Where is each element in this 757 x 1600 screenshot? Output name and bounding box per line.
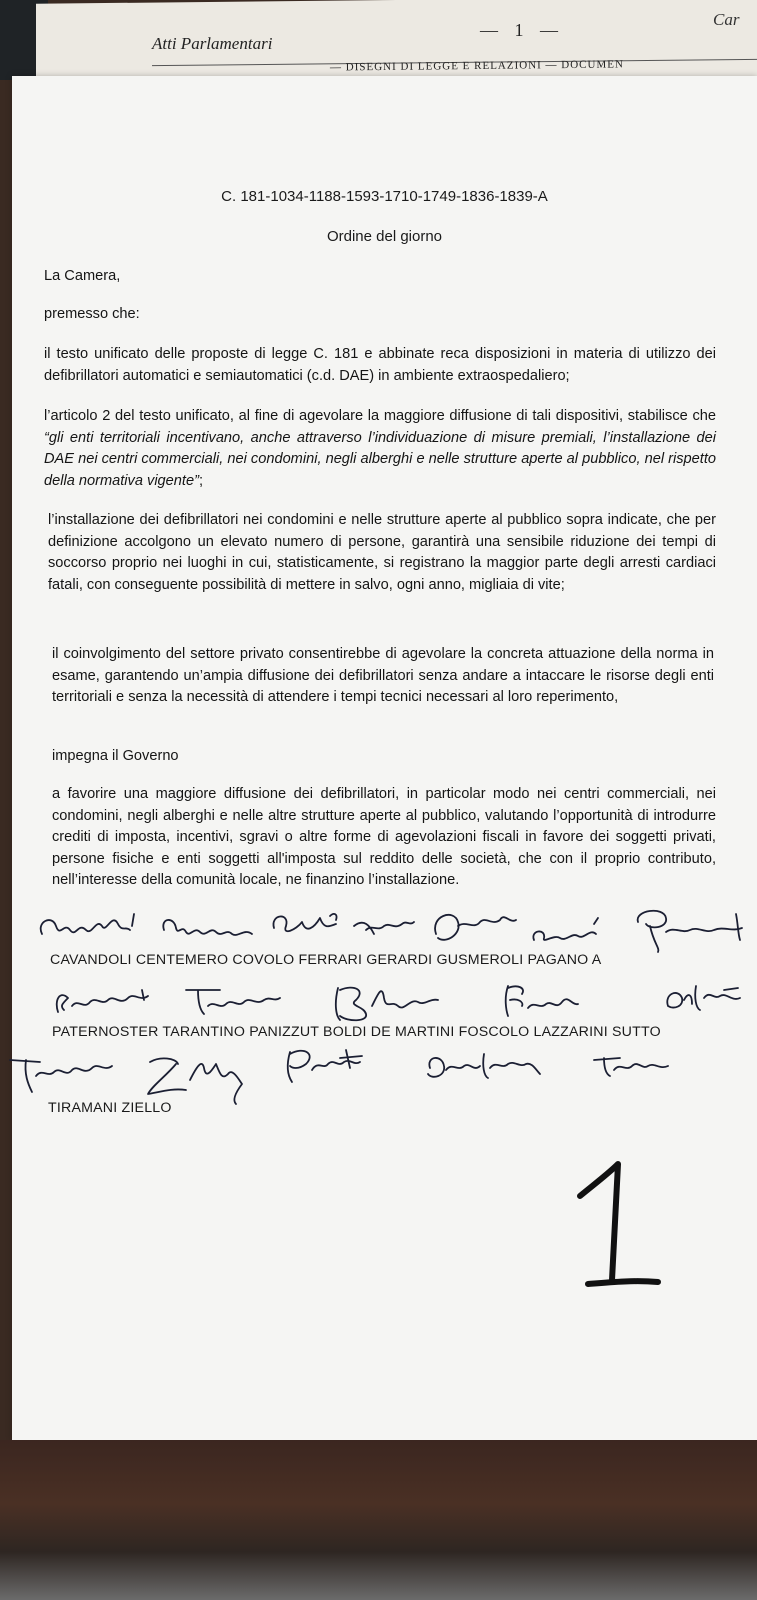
paragraph-1: il testo unificato delle proposte di legge C. 181 e abbinate reca disposizioni in materia di utilizzo dei defibrillatori automatici e semiautomatici (c.d. DAE) in ambiente extraospedaliero; xyxy=(44,346,716,384)
underlying-page-corner-text: Car xyxy=(713,10,740,29)
paragraph-2-quote: “gli enti territoriali incentivano, anche attraverso l’individuazione di misure premiali, l’installazione dei DAE nei centri commerciali, nei condomini, negli alberghi e nelle strutture aperte al pubblico, nel rispetto della normativa vigente” xyxy=(44,429,716,489)
paragraph-2 xyxy=(44,406,716,492)
premise-line: premesso che: xyxy=(44,306,140,322)
opening-line: La Camera, xyxy=(44,268,121,284)
table-surface xyxy=(0,1440,757,1600)
signatory-names-row-3: TIRAMANI ZIELLO xyxy=(48,1100,172,1116)
signatory-names-row-1: CAVANDOLI CENTEMERO COVOLO FERRARI GERARDI GUSMEROLI PAGANO A xyxy=(50,952,602,968)
underlying-page-title: Atti Parlamentari xyxy=(152,34,273,53)
paragraph-5: a favorire una maggiore diffusione dei defibrillatori, in particolar modo nei centri commerciali, nei condomini, negli alberghi e nelle altre strutture aperte al pubblico, valutando l’opportunità di introdurre crediti di imposta, incentivi, sgravi o altre forme di agevolazioni fiscali in favore dei soggetti privati, persone fisiche e enti soggetti all'imposta sul reddito delle società, che con il proprio contributo, nell’interesse della comunità locale, ne finanzino l’installazione. xyxy=(52,786,716,888)
paragraph-3: l’installazione dei defibrillatori nei condomini e nelle strutture aperte al pubblico sopra indicate, che per definizione accolgono un elevato numero di persone, garantirà una sensibile riduzione dei tempi di soccorso proprio nei luoghi in cui, statisticamente, si registrano la maggior parte degli arresti cardiaci fatali, con conseguente possibilità di mettere in salvo, ogni anno, migliaia di vite; xyxy=(48,512,716,593)
commitment-line: impegna il Governo xyxy=(52,748,179,764)
underlying-page-number: — 1 — xyxy=(480,20,564,40)
document-heading: Ordine del giorno xyxy=(326,228,443,245)
paragraph-2-lead: l’articolo 2 del testo unificato, al fine di agevolare la maggiore diffusione di tali dispositivi, stabilisce che xyxy=(44,408,716,424)
paragraph-4: il coinvolgimento del settore privato consentirebbe di agevolare la concreta attuazione della norma in esame, garantendo un’ampia diffusione dei defibrillatori senza andare a intaccare le risorse degli enti territoriali e senza la necessità di attendere i tempi tecnici necessari al loro reperimento, xyxy=(52,646,714,705)
signatory-names-row-2: PATERNOSTER TARANTINO PANIZZUT BOLDI DE MARTINI FOSCOLO LAZZARINI SUTTO xyxy=(52,1024,661,1040)
handwritten-signatures-row-2 xyxy=(48,976,748,1026)
underlying-page-header: — DISEGNI DI LEGGE E RELAZIONI — DOCUMEN xyxy=(329,58,624,74)
document-code: C. 181-1034-1188-1593-1710-1749-1836-1839-A xyxy=(221,188,548,205)
document-sheet xyxy=(12,76,757,1440)
handwritten-number-one xyxy=(572,1156,672,1296)
handwritten-signatures-row-1 xyxy=(34,904,754,956)
paragraph-2-end: ; xyxy=(198,472,203,489)
